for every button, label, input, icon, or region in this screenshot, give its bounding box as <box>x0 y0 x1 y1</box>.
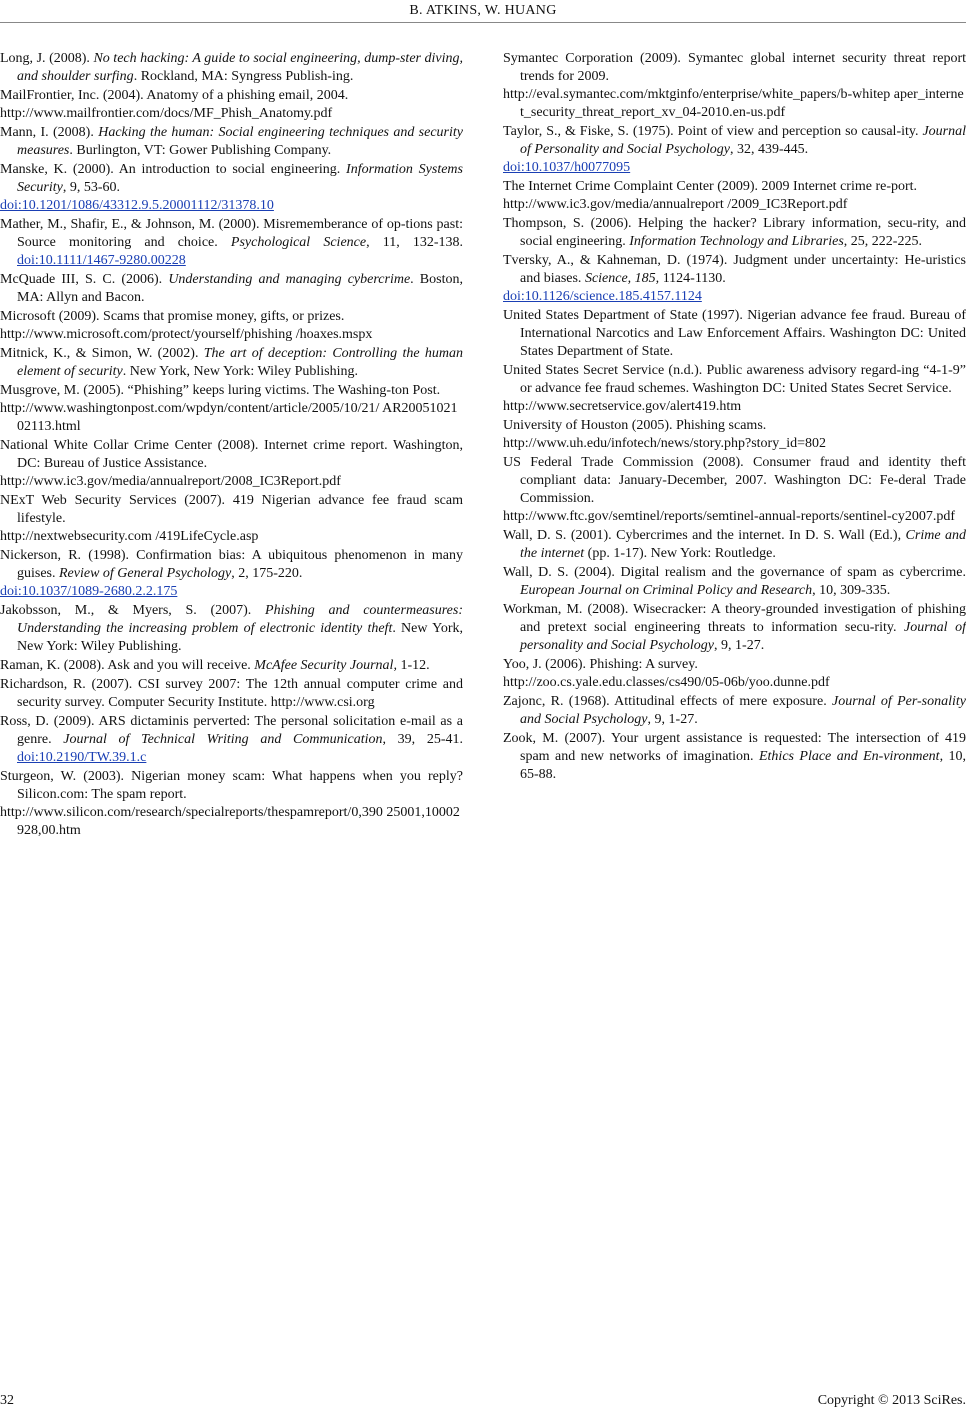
reference-text: (pp. 1-17). New York: Routledge. <box>584 546 776 561</box>
reference-entry <box>503 656 966 692</box>
reference-entry <box>0 382 463 436</box>
reference-text: McQuade III, S. C. (2006). <box>0 272 169 287</box>
reference-entry <box>0 124 463 160</box>
reference-title: Review of General Psychology <box>59 566 232 581</box>
reference-text: Mann, I. (2008). <box>0 125 99 140</box>
page-number: 32 <box>0 1393 14 1408</box>
reference-text: United States Department of State (1997). Nigerian advance fee fraud. Bureau of International Narcotics and Law Enforcement Affairs. Washington DC: United States Department of State. <box>503 308 966 359</box>
reference-entry <box>503 601 966 655</box>
reference-url[interactable]: http://www.ic3.gov/media/annualreport /2009_IC3Report.pdf <box>503 197 848 212</box>
reference-title: Information Systems Security <box>17 162 463 195</box>
reference-entry <box>503 730 966 784</box>
doi-link[interactable]: doi:10.1037/1089-2680.2.2.175 <box>0 584 178 599</box>
reference-url[interactable]: http://www.ic3.gov/media/annualreport/2008_IC3Report.pdf <box>0 474 341 489</box>
reference-entry <box>0 308 463 344</box>
reference-text: Wall, D. S. (2004). Digital realism and the governance of spam as cybercrime. <box>503 565 966 580</box>
reference-entry <box>0 437 463 491</box>
reference-text: Mather, M., Shafir, E., & Johnson, M. (2000). Misrememberance of op-tions past: Source monitoring and choice. <box>0 217 463 250</box>
reference-entry <box>0 50 463 86</box>
reference-text: , 39, 25-41. <box>382 732 464 747</box>
reference-entry <box>0 547 463 601</box>
reference-title: Psychological Science <box>230 235 367 250</box>
reference-text: Tversky, A., & Kahneman, D. (1974). Judgment under uncertainty: He-uristics and biases. <box>503 253 966 286</box>
doi-link[interactable]: doi:10.1111/1467-9280.00228 <box>17 253 186 268</box>
reference-entry <box>0 676 463 712</box>
reference-title: Journal of personality and Social Psychology <box>520 620 966 653</box>
reference-entry <box>503 454 966 526</box>
reference-text: Taylor, S., & Fiske, S. (1975). Point of view and perception so causal-ity. <box>503 124 923 139</box>
reference-text: Richardson, R. (2007). CSI survey 2007: The 12th annual computer crime and security survey. Computer Security Institute. http://www.csi.org <box>0 677 463 710</box>
reference-text: Zajonc, R. (1968). Attitudinal effects of mere exposure. <box>503 694 833 709</box>
reference-entry <box>0 271 463 307</box>
reference-title: Journal of Per-sonality and Social Psychology <box>520 694 966 727</box>
reference-url[interactable]: http://www.ftc.gov/semtinel/reports/semtinel-annual-reports/sentinel-cy2007.pdf <box>503 509 956 524</box>
reference-url[interactable]: http://www.mailfrontier.com/docs/MF_Phish_Anatomy.pdf <box>0 106 333 121</box>
reference-text: Long, J. (2008). <box>0 51 94 66</box>
reference-text: , 2, 175-220. <box>231 566 303 581</box>
reference-entry <box>503 417 966 453</box>
doi-link[interactable]: doi:10.1201/1086/43312.9.5.20001112/31378.10 <box>0 198 274 213</box>
reference-entry <box>0 602 463 656</box>
reference-entry <box>503 252 966 306</box>
reference-url[interactable]: http://eval.symantec.com/mktginfo/enterprise/white_papers/b-whitep aper_internet_security_threat_report_xv_04-2010.en-us.pdf <box>503 87 964 120</box>
reference-title: Hacking the human: Social engineering techniques and security measures <box>17 125 463 158</box>
reference-text: . Rockland, MA: Syngress Publish-ing. <box>133 69 354 84</box>
doi-link[interactable]: doi:10.2190/TW.39.1.c <box>17 750 147 765</box>
reference-text: , 32, 439-445. <box>729 142 809 157</box>
reference-text: University of Houston (2005). Phishing scams. <box>503 418 767 433</box>
copyright-notice: Copyright © 2013 SciRes. <box>817 1393 966 1408</box>
reference-entry <box>0 713 463 767</box>
reference-text: Manske, K. (2000). An introduction to social engineering. <box>0 162 347 177</box>
reference-title: European Journal on Criminal Policy and Research <box>520 583 813 598</box>
reference-text: National White Collar Crime Center (2008). Internet crime report. Washington, DC: Bureau of Justice Assistance. <box>0 438 463 471</box>
header-rule <box>0 22 966 23</box>
reference-url[interactable]: http://www.silicon.com/research/specialreports/thespamreport/0,390 25001,10002928,00.htm <box>0 805 460 838</box>
reference-text: Jakobsson, M., & Myers, S. (2007). <box>0 603 266 618</box>
reference-entry <box>0 216 463 270</box>
reference-url[interactable]: http://www.washingtonpost.com/wpdyn/content/article/2005/10/21/ AR2005102102113.html <box>0 401 458 434</box>
reference-url[interactable]: http://www.microsoft.com/protect/yourself/phishing /hoaxes.mspx <box>0 327 373 342</box>
reference-text: Ross, D. (2009). ARS dictaminis perverted: The personal solicitation e-mail as a genre. <box>0 714 463 747</box>
doi-link[interactable]: doi:10.1126/science.185.4157.1124 <box>503 289 702 304</box>
reference-text: . New York, New York: Wiley Publishing. <box>17 621 463 654</box>
reference-text: Zook, M. (2007). Your urgent assistance is requested: The intersection of 419 spam and new networks of imagination. <box>503 731 966 764</box>
reference-entry <box>0 492 463 546</box>
reference-title: Journal of Technical Writing and Communication <box>63 732 383 747</box>
reference-text: 1-12. <box>396 658 430 673</box>
reference-url[interactable]: http://www.secretservice.gov/alert419.htm <box>503 399 742 414</box>
reference-title: Information Technology and Libraries <box>629 234 844 249</box>
reference-title: No tech hacking: A guide to social engineering, dump-ster diving, and shoulder surfing <box>17 51 464 84</box>
reference-text: , 10, 65-88. <box>520 749 966 782</box>
reference-title: McAfee Security Journal, <box>254 658 397 673</box>
reference-text: United States Secret Service (n.d.). Public awareness advisory regard-ing “4-1-9” or advance fee fraud schemes. Washington DC: United States Secret Service. <box>503 363 966 396</box>
reference-text: Wall, D. S. (2001). Cybercrimes and the internet. In D. S. Wall (Ed.), <box>503 528 906 543</box>
reference-entry <box>503 50 966 122</box>
reference-text: , 9, 1-27. <box>714 638 765 653</box>
reference-entry <box>503 527 966 563</box>
reference-text: Mitnick, K., & Simon, W. (2002). <box>0 346 204 361</box>
reference-text: . Burlington, VT: Gower Publishing Company. <box>69 143 332 158</box>
reference-text: 1124-1130. <box>659 271 726 286</box>
reference-entry <box>0 768 463 840</box>
reference-entry <box>503 693 966 729</box>
reference-text: Nickerson, R. (1998). Confirmation bias: A ubiquitous phenomenon in many guises. <box>0 548 463 581</box>
doi-link[interactable]: doi:10.1037/h0077095 <box>503 160 631 175</box>
reference-text: , 25, 222-225. <box>843 234 922 249</box>
reference-url[interactable]: http://zoo.cs.yale.edu.classes/cs490/05-06b/yoo.dunne.pdf <box>503 675 830 690</box>
reference-text: Sturgeon, W. (2003). Nigerian money scam: What happens when you reply? Silicon.com: The spam report. <box>0 769 463 802</box>
reference-text: . Boston, MA: Allyn and Bacon. <box>17 272 463 305</box>
reference-title: Crime and the internet <box>520 528 966 561</box>
reference-title: The art of deception: Controlling the human element of security <box>17 346 463 379</box>
reference-text: Thompson, S. (2006). Helping the hacker? Library information, secu-rity, and social engineering. <box>503 216 966 249</box>
reference-title: Science, 185, <box>584 271 660 286</box>
reference-text: . New York, New York: Wiley Publishing. <box>122 364 359 379</box>
reference-entry <box>503 215 966 251</box>
reference-text: , 10, 309-335. <box>812 583 891 598</box>
reference-title: Understanding and managing cybercrime <box>168 272 411 287</box>
reference-title: Ethics Place and En-vironment <box>758 749 940 764</box>
reference-entry <box>503 178 966 214</box>
reference-entry <box>503 564 966 600</box>
reference-text: MailFrontier, Inc. (2004). Anatomy of a phishing email, 2004. <box>0 88 349 103</box>
running-head: B. ATKINS, W. HUANG <box>409 3 557 18</box>
reference-text: , 9, 1-27. <box>647 712 698 727</box>
reference-text: , 11, 132-138. <box>366 235 464 250</box>
reference-entry <box>0 345 463 381</box>
reference-entry <box>0 87 463 123</box>
reference-title: Journal of Personality and Social Psychology <box>520 124 966 157</box>
reference-text: Yoo, J. (2006). Phishing: A survey. <box>503 657 698 672</box>
reference-text: Workman, M. (2008). Wisecracker: A theory-grounded investigation of phishing and pretext social engineering threats to information secu-rity. <box>503 602 966 635</box>
reference-url[interactable]: http://nextwebsecurity.com /419LifeCycle.asp <box>0 529 259 544</box>
reference-text: , 9, 53-60. <box>62 180 121 195</box>
reference-url[interactable]: http://www.uh.edu/infotech/news/story.php?story_id=802 <box>503 436 826 451</box>
reference-text: Raman, K. (2008). Ask and you will receive. <box>0 658 255 673</box>
reference-entry <box>0 161 463 215</box>
references-left-column <box>0 50 463 841</box>
reference-entry <box>503 123 966 177</box>
reference-text: US Federal Trade Commission (2008). Consumer fraud and identity theft compliant data: January-December, 2007. Washington DC: Fe-deral Trade Commission. <box>503 455 966 506</box>
reference-text: Musgrove, M. (2005). “Phishing” keeps luring victims. The Washing-ton Post. <box>0 383 441 398</box>
reference-entry <box>0 657 463 675</box>
references-right-column <box>503 50 966 785</box>
reference-text: Symantec Corporation (2009). Symantec global internet security threat report trends for 2009. <box>503 51 966 84</box>
reference-text: Microsoft (2009). Scams that promise money, gifts, or prizes. <box>0 309 345 324</box>
reference-entry <box>503 362 966 416</box>
reference-entry <box>503 307 966 361</box>
reference-text: NExT Web Security Services (2007). 419 Nigerian advance fee fraud scam lifestyle. <box>0 493 463 526</box>
reference-text: The Internet Crime Complaint Center (2009). 2009 Internet crime re-port. <box>503 179 918 194</box>
reference-title: Phishing and countermeasures: Understanding the increasing problem of electronic identity theft <box>17 603 463 636</box>
